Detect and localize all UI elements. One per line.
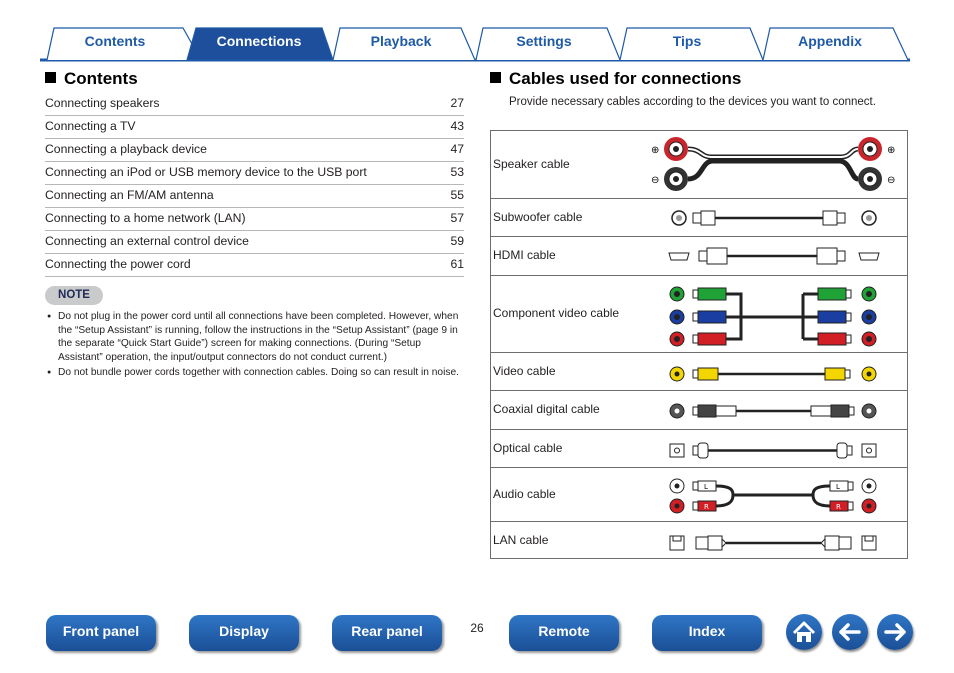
cable-row-audio bbox=[491, 468, 907, 522]
toc-label[interactable]: Connecting to a home network (LAN) bbox=[45, 211, 246, 225]
svg-text:⊕: ⊕ bbox=[887, 145, 896, 156]
tab-settings[interactable]: Settings bbox=[516, 33, 572, 49]
cable-row-coaxial bbox=[491, 391, 907, 430]
component-video-cable-icon bbox=[641, 276, 907, 353]
right-channel-marker: R bbox=[836, 503, 841, 511]
left-channel-marker: L bbox=[704, 483, 708, 491]
toc-page[interactable]: 27 bbox=[450, 96, 464, 110]
toc-label[interactable]: Connecting a playback device bbox=[45, 142, 207, 156]
home-icon bbox=[786, 614, 822, 650]
tab-playback[interactable]: Playback bbox=[370, 33, 432, 49]
toc-label[interactable]: Connecting the power cord bbox=[45, 257, 191, 271]
display-button[interactable]: Display bbox=[189, 615, 299, 651]
tab-appendix[interactable]: Appendix bbox=[798, 33, 862, 49]
toc-page[interactable]: 53 bbox=[450, 165, 464, 179]
note-item: ● Do not bundle power cords together with connection cables. Doing so can result in noise. bbox=[47, 366, 465, 380]
cable-row-optical bbox=[491, 430, 907, 468]
audio-cable-icon bbox=[641, 468, 907, 522]
contents-heading: Contents bbox=[45, 69, 138, 89]
tab-contents[interactable]: Contents bbox=[84, 33, 146, 49]
hdmi-cable-icon bbox=[641, 237, 907, 276]
cable-row-hdmi bbox=[491, 237, 907, 276]
svg-text:⊖: ⊖ bbox=[651, 175, 660, 186]
cable-row-video bbox=[491, 353, 907, 391]
toc-label[interactable]: Connecting an FM/AM antenna bbox=[45, 188, 214, 202]
cable-name: HDMI cable bbox=[493, 248, 556, 262]
heading-square-icon bbox=[45, 72, 56, 83]
front-panel-button[interactable]: Front panel bbox=[46, 615, 156, 651]
top-tab-bar bbox=[0, 0, 954, 62]
toc-page[interactable]: 47 bbox=[450, 142, 464, 156]
toc-label[interactable]: Connecting an iPod or USB memory device to the USB port bbox=[45, 165, 367, 179]
cable-row-component bbox=[491, 276, 907, 353]
toc-row[interactable] bbox=[45, 162, 464, 185]
back-arrow-icon bbox=[832, 614, 868, 650]
subwoofer-cable-icon bbox=[641, 199, 907, 237]
cable-row-subwoofer bbox=[491, 199, 907, 237]
lan-cable-icon bbox=[641, 522, 907, 559]
toc-page[interactable]: 61 bbox=[450, 257, 464, 271]
optical-cable-icon bbox=[641, 430, 907, 468]
cable-name: Component video cable bbox=[493, 306, 620, 320]
heading-square-icon bbox=[490, 72, 501, 83]
toc-label[interactable]: Connecting an external control device bbox=[45, 234, 249, 248]
rear-panel-button[interactable]: Rear panel bbox=[332, 615, 442, 651]
cable-name: LAN cable bbox=[493, 533, 549, 547]
cables-intro: Provide necessary cables according to the devices you want to connect. bbox=[509, 96, 876, 108]
cable-name: Subwoofer cable bbox=[493, 210, 583, 224]
svg-text:⊖: ⊖ bbox=[887, 175, 896, 186]
index-button[interactable]: Index bbox=[652, 615, 762, 651]
cable-table bbox=[490, 130, 908, 559]
forward-arrow-icon bbox=[877, 614, 913, 650]
toc-page[interactable]: 55 bbox=[450, 188, 464, 202]
note-list bbox=[47, 310, 465, 382]
cable-row-lan bbox=[491, 522, 907, 559]
toc-row[interactable] bbox=[45, 185, 464, 208]
cable-name: Optical cable bbox=[493, 441, 563, 455]
svg-text:⊕: ⊕ bbox=[651, 145, 660, 156]
tab-connections[interactable]: Connections bbox=[216, 33, 302, 49]
toc-page[interactable]: 57 bbox=[450, 211, 464, 225]
speaker-cable-icon bbox=[641, 131, 907, 199]
cables-heading: Cables used for connections bbox=[490, 69, 741, 89]
toc-label[interactable]: Connecting a TV bbox=[45, 119, 136, 133]
tab-tips[interactable]: Tips bbox=[672, 33, 702, 49]
toc-row[interactable] bbox=[45, 254, 464, 277]
note-badge: NOTE bbox=[45, 286, 103, 305]
toc-row[interactable] bbox=[45, 116, 464, 139]
cable-row-speaker bbox=[491, 131, 907, 199]
toc-row[interactable] bbox=[45, 139, 464, 162]
toc-page[interactable]: 43 bbox=[450, 119, 464, 133]
toc-page[interactable]: 59 bbox=[450, 234, 464, 248]
back-button[interactable] bbox=[832, 614, 868, 650]
coaxial-cable-icon bbox=[641, 391, 907, 430]
left-channel-marker: L bbox=[836, 483, 840, 491]
cable-name: Coaxial digital cable bbox=[493, 402, 600, 416]
cable-name: Audio cable bbox=[493, 487, 556, 501]
toc-row[interactable] bbox=[45, 231, 464, 254]
remote-button[interactable]: Remote bbox=[509, 615, 619, 651]
cable-name: Speaker cable bbox=[493, 157, 570, 171]
home-button[interactable] bbox=[786, 614, 822, 650]
toc-row[interactable] bbox=[45, 93, 464, 116]
note-item: ● Do not plug in the power cord until all connections have been completed. However, when the “Setup Assistant” is running, follow the instructions in the “Setup Assistant” (page 9 in the separate “Quick Start Guide”) screen for making connections. (During “Setup Assistant” operation, the input/output connectors do not conduct current.) bbox=[47, 310, 465, 364]
video-cable-icon bbox=[641, 353, 907, 391]
right-channel-marker: R bbox=[704, 503, 709, 511]
toc-row[interactable] bbox=[45, 208, 464, 231]
tab-shapes bbox=[0, 0, 954, 62]
cable-name: Video cable bbox=[493, 364, 556, 378]
forward-button[interactable] bbox=[877, 614, 913, 650]
toc-label[interactable]: Connecting speakers bbox=[45, 96, 160, 110]
page-number: 26 bbox=[470, 621, 484, 635]
contents-list bbox=[45, 93, 464, 277]
